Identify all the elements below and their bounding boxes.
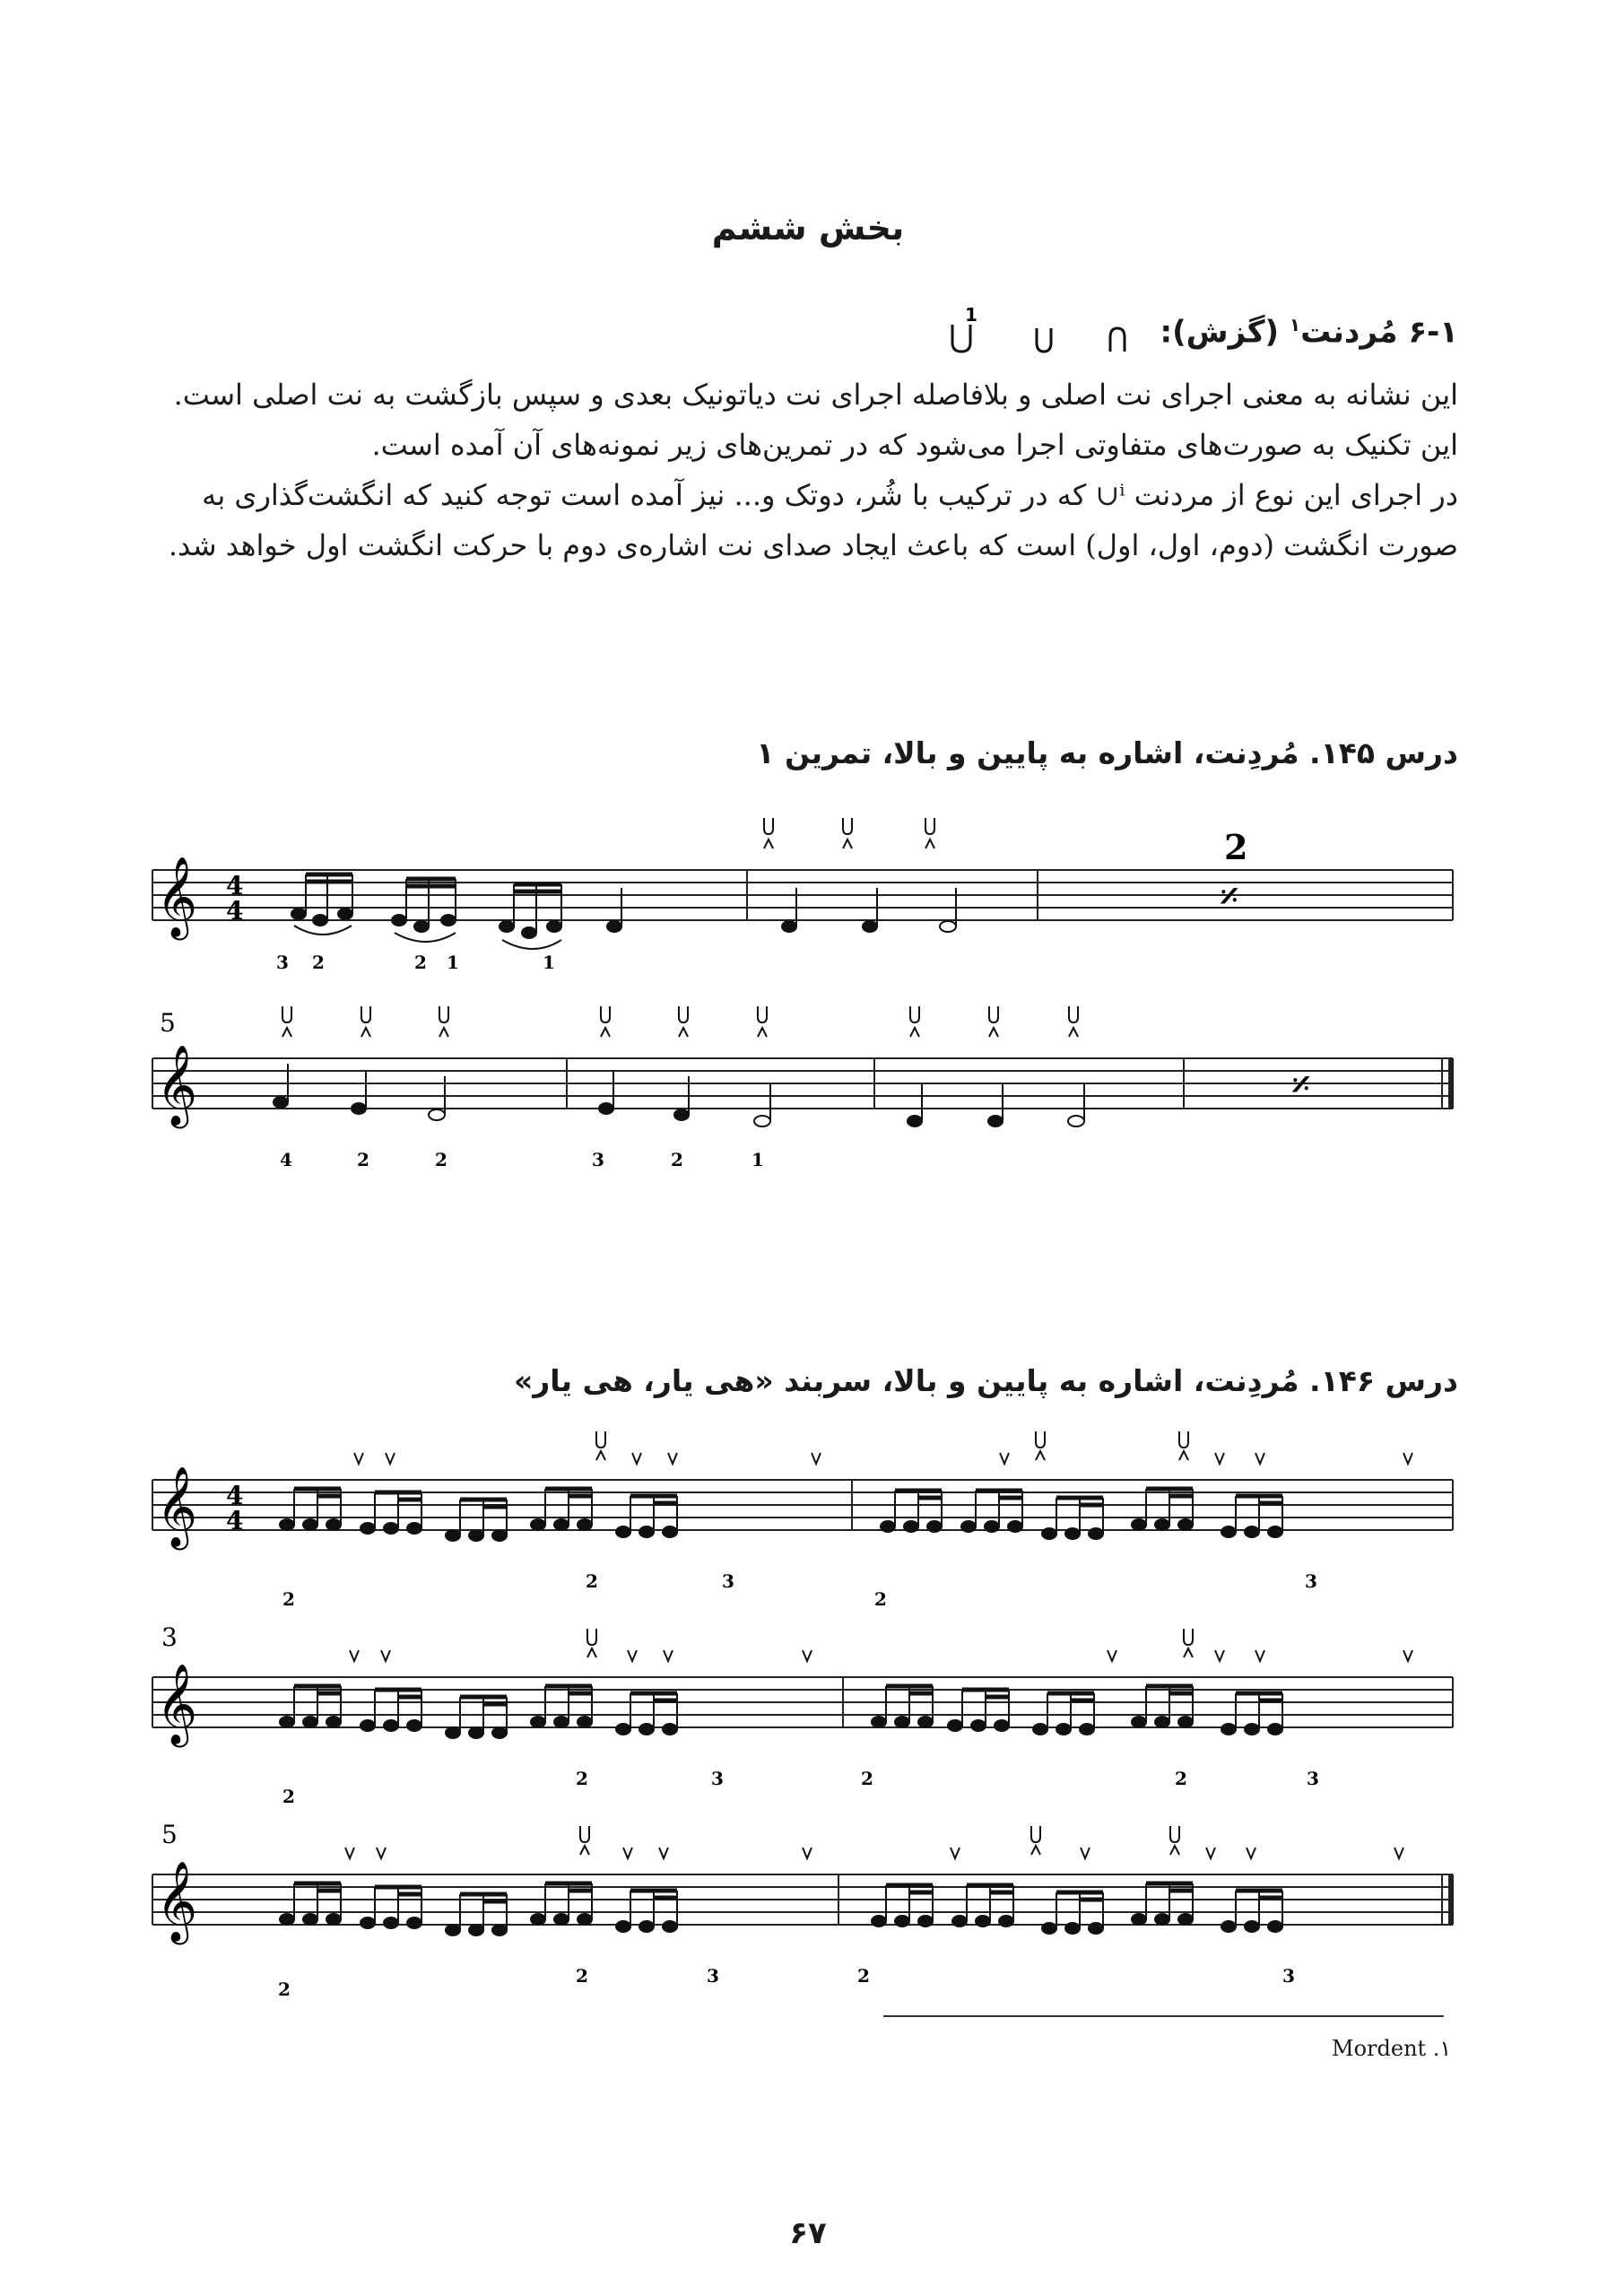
staff-system-1 (152, 818, 1453, 973)
lesson-145-score (143, 798, 1462, 1193)
staff-system-2 (152, 1622, 1453, 1807)
fingering: 3 (592, 1149, 604, 1170)
fingering: 3 (1307, 1768, 1319, 1789)
down-bow-u-icon (1037, 328, 1051, 352)
fingering: 3 (1305, 1570, 1317, 1592)
section-heading (1160, 314, 1458, 350)
treble-clef-icon: 𝄞 (156, 1664, 198, 1744)
paragraph-1: این نشانه به معنی اجرای نت اصلی و بلافاصله اجرای نت دیاتونیک بعدی و سپس بازگشت به نت اصلی است. این تکنیک به صورت‌های متفاوتی اجرا می‌شود که در تمرین‌های زیر نمونه‌های آن آمده است. (173, 378, 1458, 462)
lesson-145-title: درس ۱۴۵. مُردِنت، اشاره به پایین و بالا، تمرین ۱ (756, 735, 1458, 770)
treble-clef-icon: 𝄞 (156, 1045, 198, 1126)
measure-number: 3 (161, 1622, 178, 1652)
fingering: 1 (447, 952, 459, 973)
time-sig-top: 4 (226, 871, 244, 900)
fingering: 2 (414, 952, 427, 973)
fingering: 1 (543, 952, 555, 973)
fingering: 2 (576, 1768, 588, 1789)
fingering: 2 (435, 1149, 447, 1170)
fingering: 2 (861, 1768, 873, 1789)
fingering: 2 (282, 1786, 295, 1807)
fingering: 1 (752, 1149, 764, 1170)
chapter-title: بخش ششم (711, 208, 905, 248)
fingering: 4 (280, 1149, 292, 1170)
lesson-146-score (143, 1426, 1462, 2018)
paragraph-2: در اجرای این نوع از مردنت ⁱ∪ که در ترکیب با شُر، دوتک و... نیز آمده است توجه کنید که انگشت‌گذاری به صورت انگشت (دوم، اول، اول) است که باعث ایجاد صدای نت اشاره‌ی دوم با حرکت انگشت اول خواهد شد. (168, 478, 1458, 562)
mordent-symbols (940, 303, 1155, 357)
section-heading-tail: (گزش): (1160, 314, 1280, 351)
fingering: 3 (722, 1570, 734, 1592)
section-heading-text: ۶-۱ مُردنت (1300, 314, 1458, 351)
time-sig-top: 4 (226, 1481, 244, 1510)
measure-1-notes (291, 874, 621, 938)
lesson-146-title: درس ۱۴۶. مُردِنت، اشاره به پایین و بالا، سربند «هی یار، هی یار» (513, 1363, 1458, 1398)
fingering: 2 (576, 1965, 588, 1987)
up-bow-n-icon (1110, 328, 1125, 352)
page-number: ۶۷ (789, 2215, 827, 2251)
fingering: 2 (278, 1979, 291, 2000)
fingering: 2 (857, 1965, 870, 1987)
treble-clef-icon: 𝄞 (156, 857, 198, 937)
fingering: 2 (1175, 1768, 1187, 1789)
repeat-count: 2 (1224, 827, 1248, 867)
treble-clef-icon: 𝄞 (156, 1466, 198, 1547)
footnote: Mordent .۱ (1332, 2036, 1452, 2061)
staff-system-1 (152, 1431, 1453, 1610)
fingering: 3 (1282, 1965, 1295, 1987)
fingering: 2 (282, 1588, 295, 1610)
staff-system-3 (152, 1820, 1453, 2000)
fingering: 2 (312, 952, 325, 973)
fingering: 3 (707, 1965, 719, 1987)
measure-repeat-icon: 𝄎 (1291, 1063, 1311, 1109)
time-sig-bottom: 4 (226, 1506, 244, 1535)
measure-repeat-icon: 𝄎 (1220, 874, 1239, 920)
time-sig-bottom: 4 (226, 896, 244, 926)
fingering: 3 (711, 1768, 724, 1789)
treble-clef-icon: 𝄞 (156, 1861, 198, 1942)
fingering: 2 (586, 1570, 598, 1592)
mordent-fingered-icon (952, 304, 977, 352)
measure-number: 5 (160, 1008, 176, 1038)
fingering: 2 (671, 1149, 683, 1170)
fingering: 2 (874, 1588, 887, 1610)
footnote-divider (883, 2015, 1444, 2017)
staff-system-2 (152, 1006, 1453, 1170)
fingering: 2 (357, 1149, 369, 1170)
measure-number: 5 (161, 1820, 178, 1849)
footnote-ref: ۱ (1289, 314, 1301, 335)
fingering: 3 (276, 952, 289, 973)
mordent-marks-s2 (282, 1006, 1078, 1037)
symbol-finger: 1 (965, 304, 977, 326)
mordent-marks-m2 (764, 818, 934, 848)
